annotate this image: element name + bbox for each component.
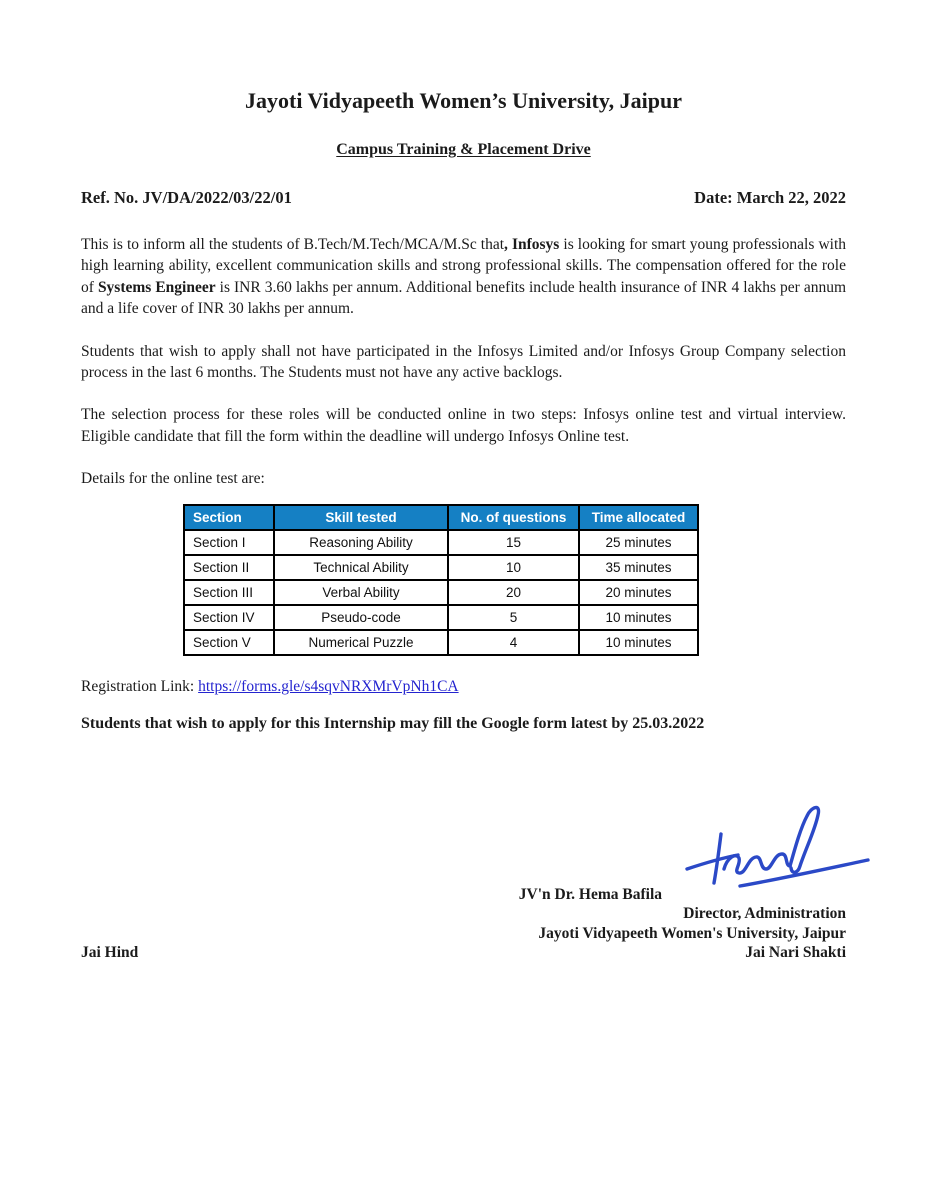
signatory-org: Jayoti Vidyapeeth Women's University, Jaipur: [538, 924, 846, 942]
table-header-cell: Time allocated: [579, 505, 698, 530]
table-cell: Reasoning Ability: [274, 530, 448, 555]
signatory-name: JV'n Dr. Hema Bafila: [518, 886, 662, 903]
table-cell: 4: [448, 630, 579, 655]
table-cell: 20: [448, 580, 579, 605]
subtitle: Campus Training & Placement Drive: [336, 141, 591, 158]
slogan-left: Jai Hind: [81, 944, 139, 961]
body-paragraphs: [81, 234, 846, 490]
table-cell: Section III: [184, 580, 274, 605]
table-cell: Verbal Ability: [274, 580, 448, 605]
reference-row: [81, 188, 846, 208]
table-cell: Section IV: [184, 605, 274, 630]
table-cell: Numerical Puzzle: [274, 630, 448, 655]
table-body: [184, 530, 698, 655]
signature-ink: [680, 796, 875, 891]
registration-label: Registration Link:: [81, 677, 199, 695]
table-cell: 15: [448, 530, 579, 555]
paragraph: The selection process for these roles will be conducted online in two steps: Infosys online test and virtual interview. Eligible candidate that fill the form within the deadline will undergo Infosys Online test.: [81, 406, 846, 445]
registration-line: [81, 678, 846, 696]
table-row: [184, 630, 698, 655]
table-cell: 10 minutes: [579, 605, 698, 630]
table-row: [184, 580, 698, 605]
registration-link[interactable]: https://forms.gle/s4sqvNRXMrVpNh1CA: [198, 677, 459, 695]
deadline-note: Students that wish to apply for this Internship may fill the Google form latest by 25.03.2022: [81, 714, 705, 732]
table-header-row: [184, 505, 698, 530]
table-cell: Section I: [184, 530, 274, 555]
signatory-role: Director, Administration: [683, 905, 846, 923]
table-row: [184, 605, 698, 630]
table-cell: 5: [448, 605, 579, 630]
table-cell: 20 minutes: [579, 580, 698, 605]
table-row: [184, 530, 698, 555]
table-cell: 25 minutes: [579, 530, 698, 555]
table-cell: Technical Ability: [274, 555, 448, 580]
signatory-block: [81, 885, 846, 963]
table-header-cell: Skill tested: [274, 505, 448, 530]
paragraph: This is to inform all the students of B.Tech/M.Tech/MCA/M.Sc that, Infosys is looking for smart young professionals with high learning ability, excellent communication skills and strong professional skills. The compensation offered for the role of Systems Engineer is INR 3.60 lakhs per annum. Additional benefits include health insurance of INR 4 lakhs per annum and a life cover of INR 30 lakhs per annum.: [81, 236, 847, 318]
table-header-cell: Section: [184, 505, 274, 530]
table-cell: 10: [448, 555, 579, 580]
paragraph: Details for the online test are:: [81, 470, 265, 488]
table-cell: 10 minutes: [579, 630, 698, 655]
paragraph: Students that wish to apply shall not have participated in the Infosys Limited and/or Infosys Group Company selection process in the last 6 months. The Students must not have any active backlogs.: [81, 342, 846, 382]
table-cell: Section V: [184, 630, 274, 655]
slogan-right: Jai Nari Shakti: [745, 944, 846, 962]
table-cell: Pseudo-code: [274, 605, 448, 630]
ref-number: Ref. No. JV/DA/2022/03/22/01: [81, 188, 292, 207]
table-row: [184, 555, 698, 580]
table-header-cell: No. of questions: [448, 505, 579, 530]
subtitle-wrap: [81, 141, 846, 159]
table-cell: Section II: [184, 555, 274, 580]
table-cell: 35 minutes: [579, 555, 698, 580]
test-details-table: [183, 504, 699, 656]
letter-date: Date: March 22, 2022: [694, 188, 846, 207]
page-title: Jayoti Vidyapeeth Women’s University, Jaipur: [245, 88, 682, 113]
